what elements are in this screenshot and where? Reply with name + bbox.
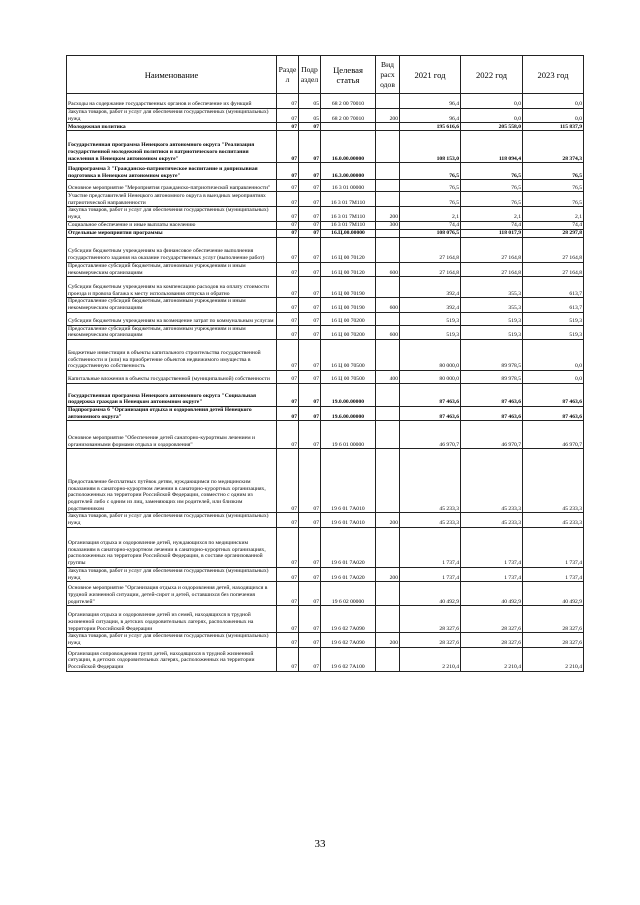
table-row [67,221,584,229]
row-amount-2023: 27 164,8 [523,237,584,262]
row-target: 16 Ц 00 70200 [321,312,376,325]
row-subsection: 07 [299,527,321,567]
row-section: 07 [277,163,299,180]
table-row [67,207,584,221]
row-target: 16 Ц 00 70120 [321,262,376,276]
row-section: 07 [277,421,299,449]
row-amount-2021: 519,3 [400,325,461,339]
row-amount-2021: 108 076,5 [400,229,461,237]
table-row [67,277,584,298]
row-name: Участие представителей Ненецкого автономного округа в выездных мероприятиях патриотической направленности [67,192,277,207]
table-row [67,298,584,312]
row-expense-type: 600 [376,262,400,276]
row-target: 16 Ц 00 70190 [321,298,376,312]
row-section: 07 [277,384,299,407]
table-row [67,262,584,276]
row-section: 07 [277,647,299,671]
row-amount-2021: 519,3 [400,312,461,325]
row-name: Закупка товаров, работ и услуг для обеспечения государственных (муниципальных) нужд [67,109,277,123]
row-amount-2022: 355,3 [461,298,523,312]
row-expense-type [376,192,400,207]
row-name: Основное мероприятие "Организация отдыха и оздоровления детей, находящихся в трудной жизненной ситуации, детей-сирот и детей, оставшихся без попечения родителей" [67,582,277,606]
row-subsection: 07 [299,371,321,384]
row-name: Организация отдыха и оздоровление детей, нуждающихся по медицинским показаниям в санаторно-курортном лечении в санаторно-курортных организациях, расположенных на территории Российской Федерации, в составе организованной группы [67,527,277,567]
row-expense-type [376,163,400,180]
row-expense-type [376,180,400,192]
row-amount-2021: 108 153,0 [400,131,461,163]
row-amount-2021: 76,5 [400,180,461,192]
row-expense-type: 200 [376,567,400,581]
row-expense-type [376,421,400,449]
row-expense-type [376,407,400,421]
row-target: 19.6.00.00000 [321,407,376,421]
row-name: Субсидии бюджетным учреждениям на возмещение затрат по коммунальным услугам [67,312,277,325]
header-subsection: Подр аздел [299,56,321,94]
row-target: 19 6 01 7А010 [321,513,376,527]
table-row [67,229,584,237]
table-row [67,582,584,606]
row-amount-2023: 613,7 [523,277,584,298]
row-expense-type [376,606,400,633]
row-amount-2022: 89 978,5 [461,371,523,384]
row-name: Молодежная политика [67,123,277,131]
row-amount-2022: 0,0 [461,94,523,109]
row-amount-2022: 40 492,9 [461,582,523,606]
row-amount-2023: 2 210,4 [523,647,584,671]
table-body [67,94,584,672]
row-amount-2021: 40 492,9 [400,582,461,606]
row-amount-2023: 28 297,8 [523,229,584,237]
row-amount-2023: 76,5 [523,192,584,207]
row-target: 16 Ц 00 70500 [321,371,376,384]
row-amount-2021: 2 210,4 [400,647,461,671]
row-section: 07 [277,123,299,131]
row-subsection: 07 [299,221,321,229]
row-section: 07 [277,606,299,633]
row-expense-type [376,449,400,513]
row-amount-2022: 46 970,7 [461,421,523,449]
row-amount-2022: 519,3 [461,312,523,325]
row-amount-2021: 195 616,6 [400,123,461,131]
table-row [67,527,584,567]
row-expense-type: 300 [376,221,400,229]
row-subsection: 07 [299,237,321,262]
row-name: Организация отдыха и оздоровление детей из семей, находящихся в трудной жизненной ситуации, в детских оздоровительных лагерях, расположенных на территории Российской Федерации [67,606,277,633]
row-amount-2021: 87 463,6 [400,407,461,421]
row-amount-2023: 1 737,4 [523,527,584,567]
row-amount-2023: 87 463,6 [523,407,584,421]
row-amount-2021: 27 164,8 [400,262,461,276]
row-subsection: 07 [299,312,321,325]
row-section: 07 [277,567,299,581]
table-row [67,449,584,513]
row-section: 07 [277,237,299,262]
row-name: Предоставление субсидий бюджетным, автономным учреждениям и иным некоммерческим организациям [67,325,277,339]
row-subsection: 07 [299,229,321,237]
row-subsection: 07 [299,606,321,633]
row-amount-2021: 27 164,8 [400,237,461,262]
row-section: 07 [277,262,299,276]
row-expense-type [376,527,400,567]
row-amount-2023: 87 463,6 [523,384,584,407]
row-amount-2023: 40 492,9 [523,582,584,606]
row-section: 07 [277,298,299,312]
row-expense-type: 200 [376,513,400,527]
table-row [67,237,584,262]
row-amount-2022: 87 463,6 [461,407,523,421]
row-amount-2023: 28 374,3 [523,131,584,163]
row-amount-2023: 46 970,7 [523,421,584,449]
row-amount-2022: 519,3 [461,325,523,339]
row-subsection: 07 [299,262,321,276]
row-name: Основное мероприятие "Обеспечение детей санаторно-курортным лечением и организованными формами отдыха и оздоровления" [67,421,277,449]
row-amount-2023: 74,4 [523,221,584,229]
row-amount-2022: 28 327,6 [461,633,523,647]
table-row [67,567,584,581]
row-section: 07 [277,94,299,109]
row-expense-type: 600 [376,325,400,339]
row-amount-2021: 80 000,0 [400,340,461,371]
table-row [67,131,584,163]
row-amount-2023: 27 164,8 [523,262,584,276]
row-target: 16 Ц 00 70120 [321,237,376,262]
row-name: Отдельные мероприятия программы [67,229,277,237]
row-amount-2021: 1 737,4 [400,567,461,581]
row-amount-2021: 28 327,6 [400,606,461,633]
row-amount-2022: 1 737,4 [461,527,523,567]
row-section: 07 [277,340,299,371]
row-amount-2023: 0,0 [523,109,584,123]
row-target: 16 3 01 7М110 [321,221,376,229]
row-name: Капитальные вложения в объекты государственной (муниципальной) собственности [67,371,277,384]
row-expense-type: 200 [376,207,400,221]
row-section: 07 [277,633,299,647]
row-target: 16 3 01 7М110 [321,192,376,207]
page-number: 33 [314,838,326,850]
row-amount-2021: 45 233,3 [400,449,461,513]
row-name: Закупка товаров, работ и услуг для обеспечения государственных (муниципальных) нужд [67,207,277,221]
row-target: 16 Ц 00 70500 [321,340,376,371]
row-name: Предоставление бесплатных путёвок детям, нуждающимся по медицинским показаниям в санаторно-курортном лечении в санаторно-курортных организациях, расположенных на территории Российской Федерации, совместно с одним из родителей либо с одним из лиц, заменяющих им родителей, или близким родственником [67,449,277,513]
row-amount-2021: 96,4 [400,94,461,109]
row-name: Субсидии бюджетным учреждениям на финансовое обеспечение выполнения государственного задания на оказание государственных услуг (выполнение работ) [67,237,277,262]
row-target: 19 6 02 7А090 [321,606,376,633]
row-subsection: 07 [299,340,321,371]
table-row [67,109,584,123]
row-target: 19.0.00.00000 [321,384,376,407]
row-expense-type [376,340,400,371]
row-amount-2021: 392,4 [400,277,461,298]
header-target: Целевая статья [321,56,376,94]
row-expense-type [376,647,400,671]
row-amount-2023: 1 737,4 [523,567,584,581]
row-expense-type [376,312,400,325]
row-target: 16.Ц.00.00000 [321,229,376,237]
row-amount-2022: 28 327,6 [461,606,523,633]
table-row [67,513,584,527]
row-amount-2023: 28 327,6 [523,606,584,633]
header-2022: 2022 год [461,56,523,94]
row-amount-2022: 205 558,0 [461,123,523,131]
row-target: 19 6 01 7А020 [321,567,376,581]
row-amount-2023: 0,0 [523,340,584,371]
row-amount-2021: 392,4 [400,298,461,312]
row-expense-type [376,229,400,237]
header-expense-type: Вид расх одов [376,56,400,94]
header-name: Наименование [67,56,277,94]
row-target [321,123,376,131]
row-name: Подпрограмма 6 "Организация отдыха и оздоровления детей Ненецкого автономного округа" [67,407,277,421]
table-row [67,384,584,407]
row-amount-2022: 1 737,4 [461,567,523,581]
row-expense-type [376,131,400,163]
row-subsection: 07 [299,647,321,671]
row-section: 07 [277,449,299,513]
row-subsection: 07 [299,567,321,581]
row-section: 07 [277,180,299,192]
row-name: Основное мероприятие "Мероприятия гражданско-патриотической направленности" [67,180,277,192]
row-subsection: 05 [299,94,321,109]
row-expense-type: 200 [376,633,400,647]
row-amount-2023: 0,0 [523,371,584,384]
table-row [67,606,584,633]
row-amount-2021: 96,4 [400,109,461,123]
row-amount-2023: 28 327,6 [523,633,584,647]
row-section: 07 [277,131,299,163]
row-amount-2021: 2,1 [400,207,461,221]
row-target: 16.0.00.00000 [321,131,376,163]
row-amount-2021: 76,5 [400,192,461,207]
row-name: Подпрограмма 3 "Гражданско-патриотическое воспитание и допризывная подготовка в Ненецком автономном округе" [67,163,277,180]
row-expense-type [376,123,400,131]
table-row [67,123,584,131]
row-amount-2021: 28 327,6 [400,633,461,647]
row-expense-type [376,237,400,262]
row-name: Организация сопровождения групп детей, находящихся в трудной жизненной ситуации, в детских оздоровительных лагерях, расположенных на территории Российской Федерации [67,647,277,671]
row-subsection: 07 [299,582,321,606]
row-amount-2022: 355,3 [461,277,523,298]
row-amount-2023: 115 837,9 [523,123,584,131]
row-amount-2021: 74,4 [400,221,461,229]
row-amount-2023: 45 233,3 [523,449,584,513]
table-row [67,94,584,109]
row-subsection: 07 [299,277,321,298]
row-subsection: 07 [299,633,321,647]
row-amount-2022: 118 094,4 [461,131,523,163]
row-name: Закупка товаров, работ и услуг для обеспечения государственных (муниципальных) нужд [67,633,277,647]
row-amount-2023: 76,5 [523,163,584,180]
row-name: Расходы на содержание государственных органов и обеспечение их функций [67,94,277,109]
row-target: 19 6 01 7А010 [321,449,376,513]
row-amount-2022: 118 017,9 [461,229,523,237]
row-section: 07 [277,527,299,567]
row-section: 07 [277,582,299,606]
row-amount-2023: 519,3 [523,312,584,325]
table-row [67,371,584,384]
row-expense-type [376,582,400,606]
row-subsection: 07 [299,298,321,312]
table-row [67,647,584,671]
row-subsection: 07 [299,421,321,449]
row-amount-2021: 80 000,0 [400,371,461,384]
row-subsection: 07 [299,192,321,207]
row-section: 07 [277,109,299,123]
row-target: 19 6 02 7А100 [321,647,376,671]
header-section: Разде л [277,56,299,94]
row-target: 16.3.00.00000 [321,163,376,180]
table-row [67,180,584,192]
row-amount-2021: 87 463,6 [400,384,461,407]
row-expense-type: 200 [376,109,400,123]
row-name: Предоставление субсидий бюджетным, автономным учреждениям и иным некоммерческим организациям [67,298,277,312]
row-target: 68 2 00 70010 [321,109,376,123]
row-amount-2022: 76,5 [461,192,523,207]
table-row [67,421,584,449]
row-amount-2022: 45 233,3 [461,513,523,527]
row-amount-2021: 1 737,4 [400,527,461,567]
row-amount-2023: 76,5 [523,180,584,192]
row-amount-2022: 27 164,8 [461,237,523,262]
row-amount-2023: 2,1 [523,207,584,221]
row-subsection: 07 [299,513,321,527]
row-target: 16 Ц 00 70190 [321,277,376,298]
row-subsection: 07 [299,131,321,163]
row-section: 07 [277,221,299,229]
row-amount-2021: 46 970,7 [400,421,461,449]
row-subsection: 07 [299,163,321,180]
row-amount-2022: 76,5 [461,163,523,180]
row-section: 07 [277,207,299,221]
row-expense-type: 400 [376,371,400,384]
table-row [67,340,584,371]
row-amount-2022: 87 463,6 [461,384,523,407]
row-amount-2022: 76,5 [461,180,523,192]
table-row [67,192,584,207]
row-section: 07 [277,277,299,298]
row-section: 07 [277,312,299,325]
row-target: 19 6 01 00000 [321,421,376,449]
row-target: 19 6 01 7А020 [321,527,376,567]
row-subsection: 07 [299,384,321,407]
row-name: Государственная программа Ненецкого автономного округа "Социальная поддержка граждан в Ненецком автономном округе" [67,384,277,407]
table-header-row [67,56,584,94]
row-expense-type: 600 [376,298,400,312]
row-subsection: 07 [299,407,321,421]
row-subsection: 07 [299,123,321,131]
row-section: 07 [277,325,299,339]
table-row [67,633,584,647]
row-subsection: 05 [299,109,321,123]
row-amount-2022: 74,4 [461,221,523,229]
row-name: Закупка товаров, работ и услуг для обеспечения государственных (муниципальных) нужд [67,567,277,581]
row-subsection: 07 [299,325,321,339]
budget-table [66,55,584,672]
row-target: 68 2 00 70010 [321,94,376,109]
row-amount-2022: 89 978,5 [461,340,523,371]
row-amount-2021: 76,5 [400,163,461,180]
row-name: Субсидии бюджетным учреждениям на компенсацию расходов на оплату стоимости проезда и провоза багажа к месту использования отпуска и обратно [67,277,277,298]
table-row [67,325,584,339]
row-section: 07 [277,407,299,421]
row-section: 07 [277,192,299,207]
row-section: 07 [277,513,299,527]
row-target: 16 3 01 00000 [321,180,376,192]
row-amount-2022: 45 233,3 [461,449,523,513]
row-target: 16 3 01 7М110 [321,207,376,221]
header-2021: 2021 год [400,56,461,94]
row-subsection: 07 [299,207,321,221]
row-name: Государственная программа Ненецкого автономного округа "Реализация государственной молодежной политики и патриотического воспитания населения в Ненецком автономном округе" [67,131,277,163]
row-amount-2022: 2 210,4 [461,647,523,671]
row-name: Бюджетные инвестиции в объекты капитального строительства государственной собственности и (или) на приобретение объектов недвижимого имущества в государственную собственность [67,340,277,371]
row-amount-2022: 2,1 [461,207,523,221]
row-amount-2022: 0,0 [461,109,523,123]
row-name: Предоставление субсидий бюджетным, автономным учреждениям и иным некоммерческим организациям [67,262,277,276]
row-amount-2023: 613,7 [523,298,584,312]
row-amount-2023: 45 233,3 [523,513,584,527]
row-section: 07 [277,229,299,237]
row-name: Закупка товаров, работ и услуг для обеспечения государственных (муниципальных) нужд [67,513,277,527]
row-target: 16 Ц 00 70200 [321,325,376,339]
row-target: 19 6 02 00000 [321,582,376,606]
table-row [67,163,584,180]
row-name: Социальное обеспечение и иные выплаты населению [67,221,277,229]
row-subsection: 07 [299,180,321,192]
row-amount-2022: 27 164,8 [461,262,523,276]
table-row [67,407,584,421]
row-subsection: 07 [299,449,321,513]
row-amount-2021: 45 233,3 [400,513,461,527]
row-amount-2023: 519,3 [523,325,584,339]
row-section: 07 [277,371,299,384]
table-row [67,312,584,325]
header-2023: 2023 год [523,56,584,94]
row-target: 19 6 02 7А090 [321,633,376,647]
row-expense-type [376,277,400,298]
row-amount-2023: 0,0 [523,94,584,109]
row-expense-type [376,384,400,407]
row-expense-type [376,94,400,109]
